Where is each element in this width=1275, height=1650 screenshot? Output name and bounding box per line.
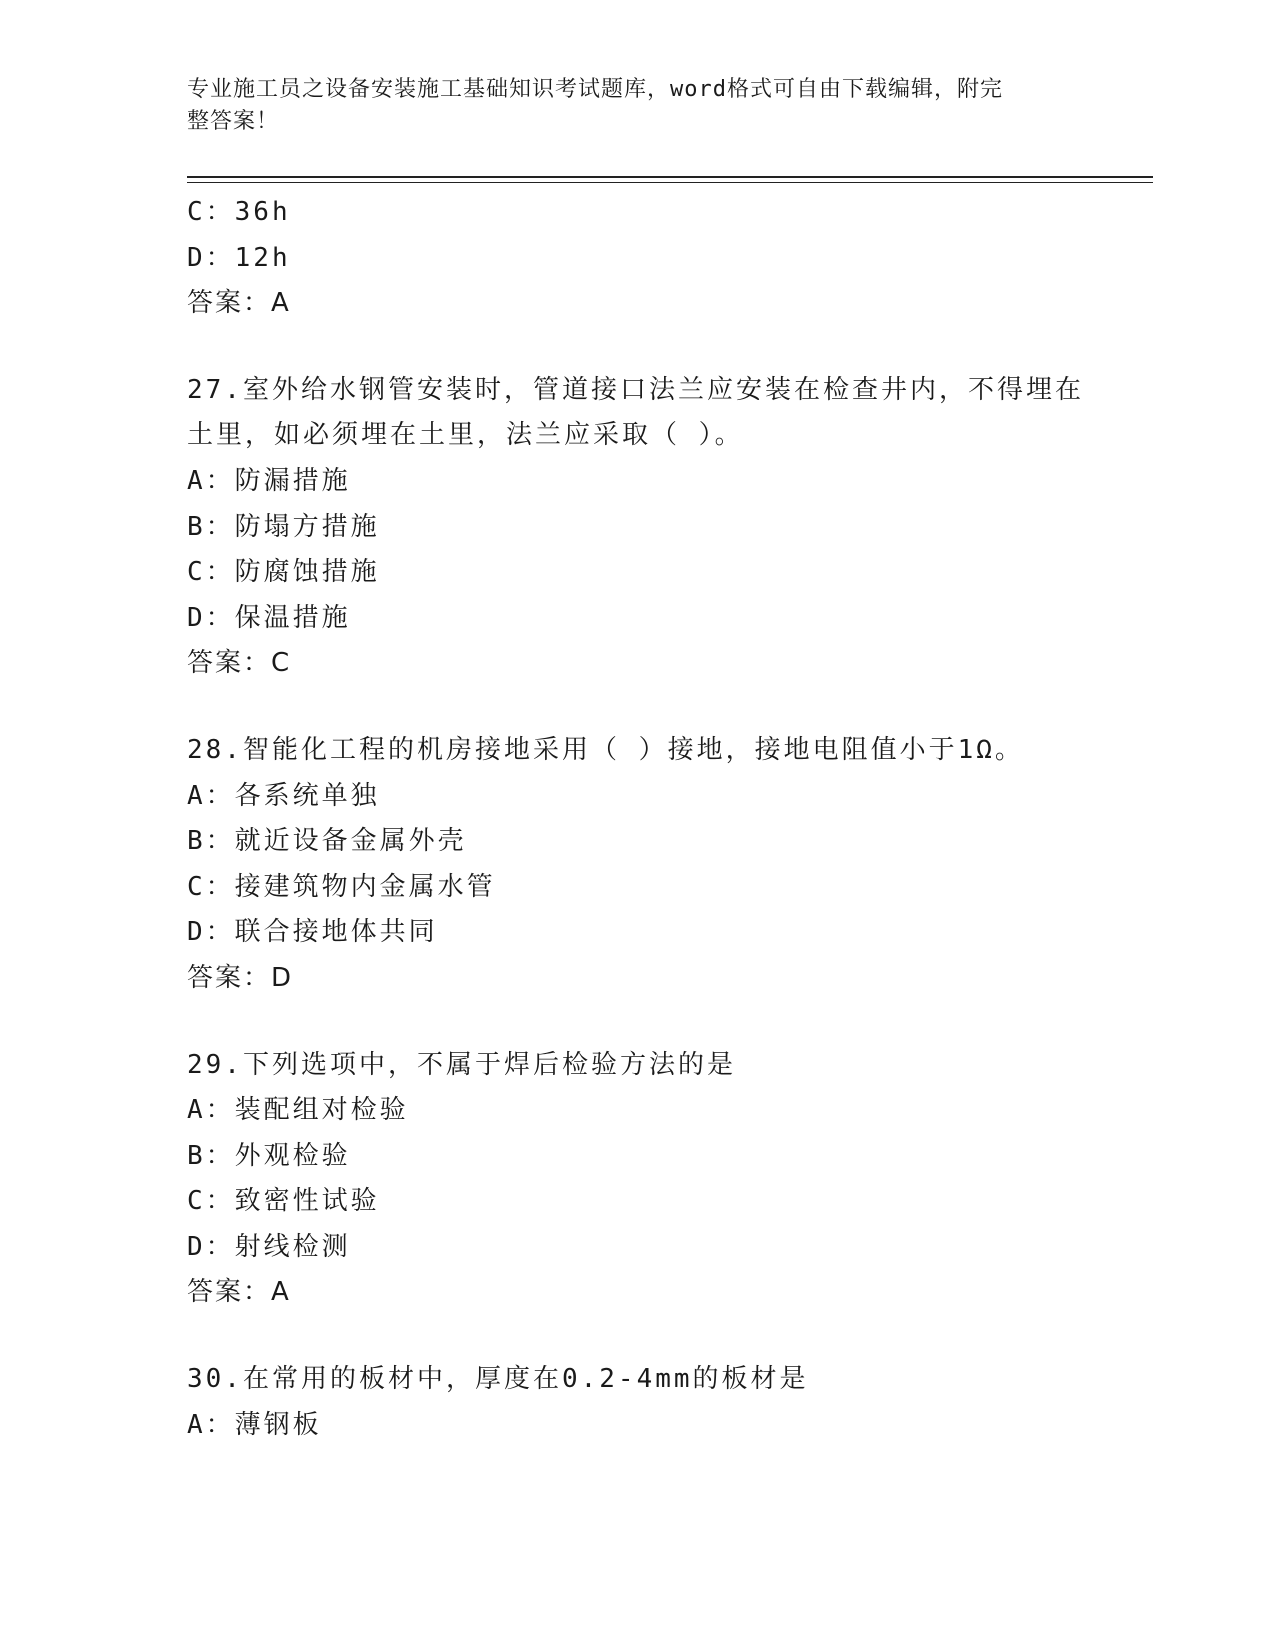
question-content xyxy=(187,190,1087,1448)
question-stem: 29.下列选项中，不属于焊后检验方法的是 xyxy=(187,1049,736,1080)
header-divider-thick xyxy=(187,176,1153,178)
option-a: A：防漏措施 xyxy=(187,465,351,496)
question-stem-continued: 土里，如必须埋在土里，法兰应采取（ ）。 xyxy=(187,420,744,451)
answer-line: 答案：D xyxy=(187,962,294,993)
question-28 xyxy=(187,728,1087,1002)
answer-line: 答案：A xyxy=(187,1277,291,1308)
option-c: C：防腐蚀措施 xyxy=(187,557,380,588)
option-a: A：薄钢板 xyxy=(187,1409,322,1440)
question-27 xyxy=(187,368,1087,687)
option-c: C：致密性试验 xyxy=(187,1186,380,1217)
question-stem: 27.室外给水钢管安装时，管道接口法兰应安装在检查井内，不得埋在 xyxy=(187,374,1084,405)
question-30 xyxy=(187,1357,1087,1448)
option-b: B：外观检验 xyxy=(187,1140,351,1171)
option-a: A：装配组对检验 xyxy=(187,1095,409,1126)
previous-question-tail xyxy=(187,190,1087,327)
answer-line: 答案：C xyxy=(187,648,292,679)
header-divider-thin xyxy=(187,182,1153,183)
question-stem: 28.智能化工程的机房接地采用（ ）接地，接地电阻值小于1Ω。 xyxy=(187,734,1024,765)
document-header xyxy=(187,74,1067,138)
option-b: B：就近设备金属外壳 xyxy=(187,826,467,857)
option-c: C：36h xyxy=(187,197,291,227)
option-d: D：保温措施 xyxy=(187,602,351,633)
option-c: C：接建筑物内金属水管 xyxy=(187,871,496,902)
question-29 xyxy=(187,1043,1087,1317)
option-a: A：各系统单独 xyxy=(187,780,380,811)
option-b: B：防塌方措施 xyxy=(187,511,380,542)
answer-line: 答案：A xyxy=(187,288,291,319)
header-line-2: 整答案！ xyxy=(187,109,280,134)
option-d: D：联合接地体共同 xyxy=(187,917,438,948)
option-d: D：射线检测 xyxy=(187,1231,351,1262)
option-d: D：12h xyxy=(187,242,291,273)
header-line-1: 专业施工员之设备安装施工基础知识考试题库，word格式可自由下载编辑，附完 xyxy=(187,77,1003,102)
question-stem: 30.在常用的板材中，厚度在0.2-4mm的板材是 xyxy=(187,1364,809,1395)
